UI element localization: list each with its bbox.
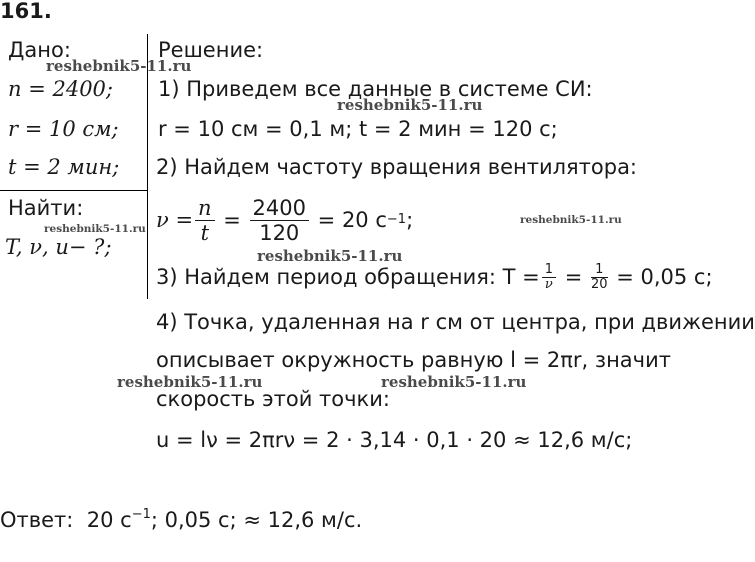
step2-formula: ν = $\frac{n}{t}$ = $\frac{2400}{120}$ = 20 с −1 ; <box>156 195 414 245</box>
watermark: reshebnik5-11.ru <box>46 57 192 75</box>
step1-line: r = 10 см = 0,1 м; t = 2 мин = 120 с; <box>158 117 558 141</box>
solution-header: Решение: <box>158 38 264 62</box>
watermark: reshebnik5-11.ru <box>257 247 403 265</box>
given-line-t: t = 2 мин; <box>8 155 120 179</box>
step2-title: 2) Найдем частоту вращения вентилятора: <box>156 155 638 179</box>
watermark: reshebnik5-11.ru <box>381 373 527 391</box>
problem-number: 161. <box>0 0 52 23</box>
answer-value: 20 с <box>86 508 132 532</box>
step4-line1: 4) Точка, удаленная на r см от центра, при движении <box>156 310 755 334</box>
given-line-r: r = 10 см; <box>8 117 119 141</box>
given-header: Дано: <box>8 38 71 62</box>
watermark: reshebnik5-11.ru <box>117 373 263 391</box>
watermark: reshebnik5-11.ru <box>520 214 622 226</box>
given-divider-horizontal <box>0 190 147 191</box>
watermark: reshebnik5-11.ru <box>44 223 146 235</box>
step4-line2: описывает окружность равную l = 2πr, значит <box>156 348 671 372</box>
step3-line: 3) Найдем период обращения: T = $\frac{1}{\nu}$ = $\frac{1}{20}$ = 0,05 с; <box>156 261 713 292</box>
find-header: Найти: <box>8 196 84 220</box>
answer-label: Ответ: <box>0 508 74 532</box>
answer-line: Ответ: 20 $с^{-1}$; 0,05 с; ≈ 12,6 м/с. <box>0 507 363 532</box>
find-line: T, ν, u− ?; <box>5 235 112 259</box>
given-line-n: n = 2400; <box>8 77 113 101</box>
step4-line3: скорость этой точки: <box>156 387 390 411</box>
step4-formula: u = lν = 2πrν = 2 · 3,14 · 0,1 · 20 ≈ 12,6 м/с; <box>156 428 633 452</box>
step1-title: 1) Приведем все данные в системе СИ: <box>158 77 593 101</box>
watermark: reshebnik5-11.ru <box>337 96 483 114</box>
